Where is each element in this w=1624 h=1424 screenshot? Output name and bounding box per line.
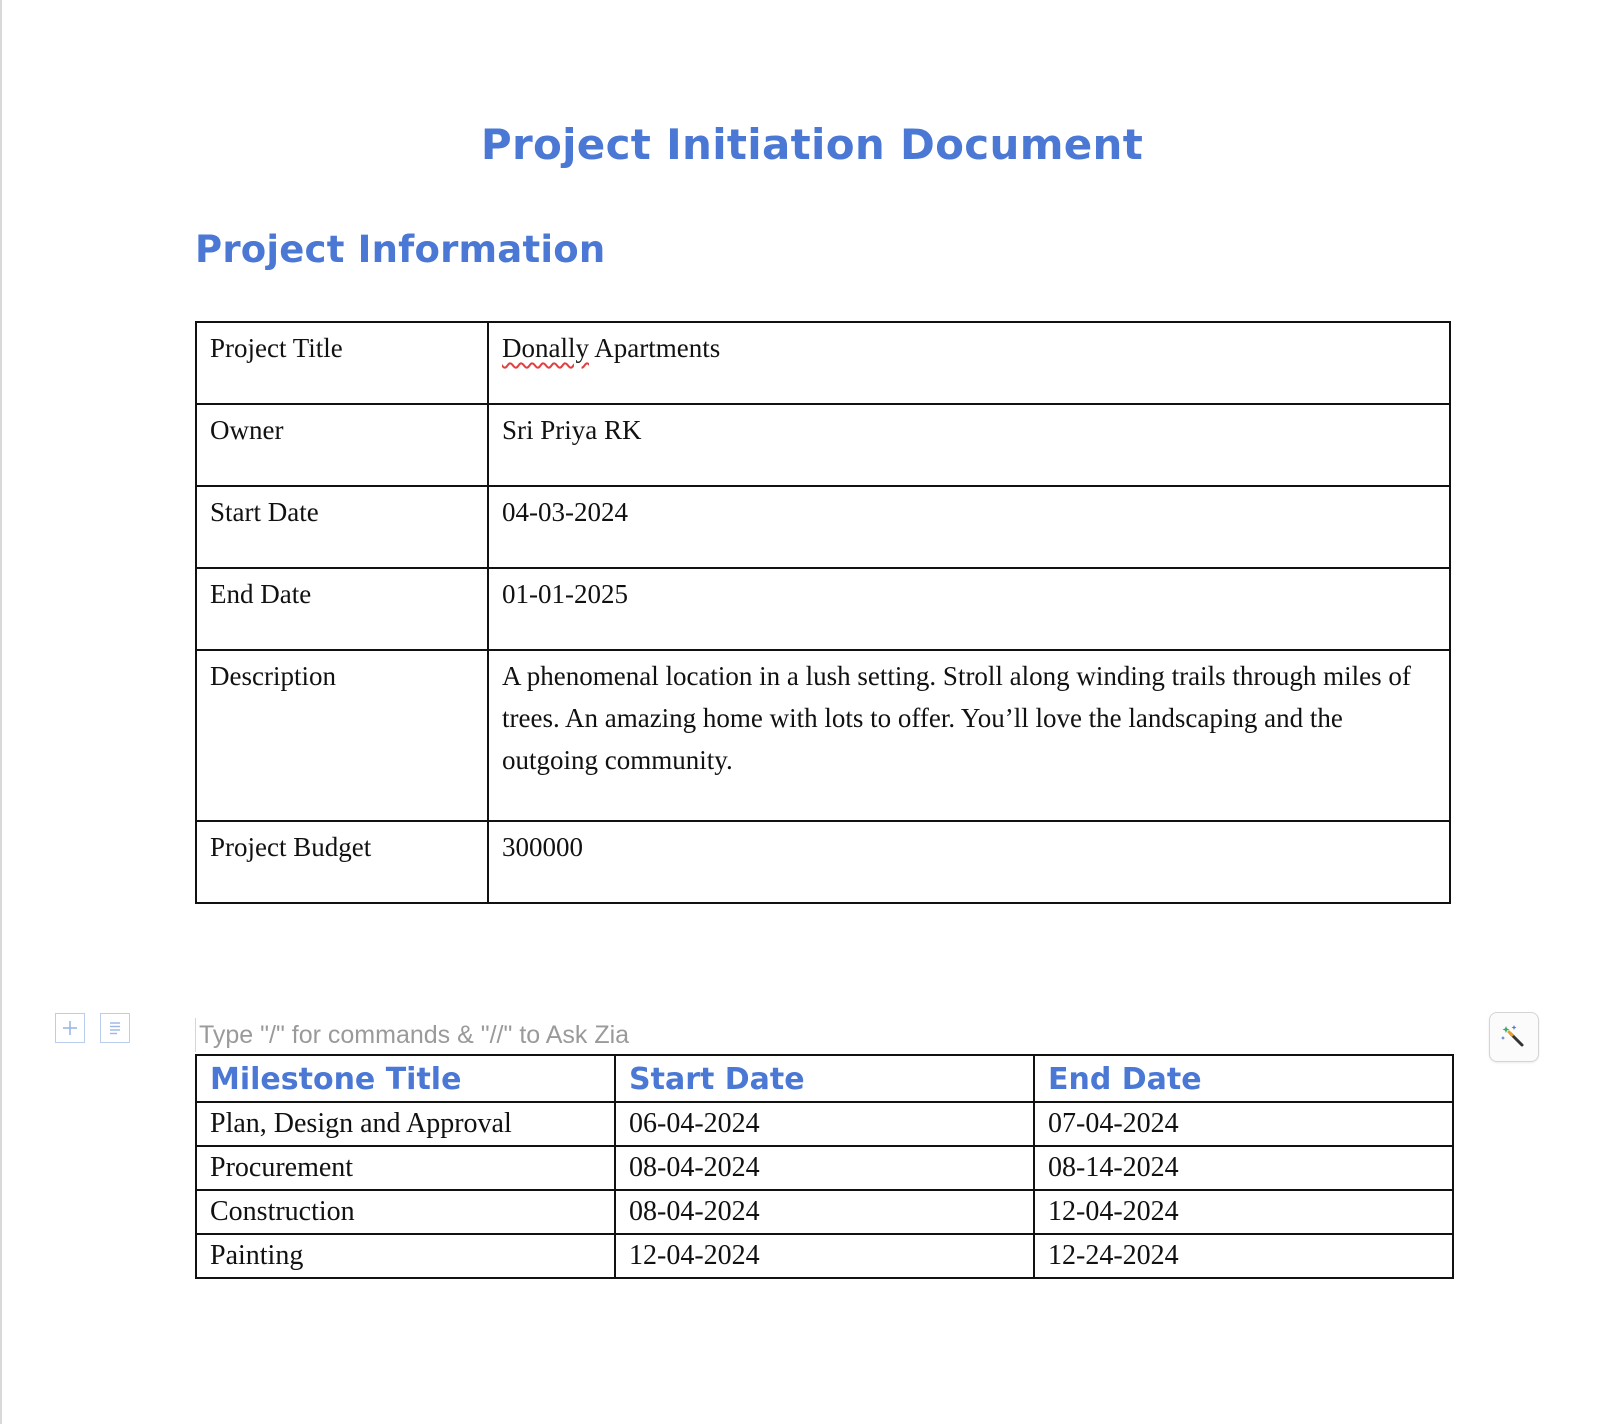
column-header-end-date[interactable]: End Date: [1034, 1055, 1453, 1102]
ask-zia-button[interactable]: [1489, 1012, 1539, 1062]
editor-placeholder[interactable]: Type "/" for commands & "//" to Ask Zia: [195, 1018, 629, 1052]
table-row: [196, 1102, 1453, 1146]
page-left-edge: [0, 0, 2, 1424]
milestone-title-cell[interactable]: Procurement: [196, 1146, 615, 1190]
column-header-start-date[interactable]: Start Date: [615, 1055, 1034, 1102]
document-title[interactable]: Project Initiation Document: [480, 120, 1144, 169]
milestones-table[interactable]: [195, 1054, 1454, 1279]
table-row: [196, 821, 1450, 903]
table-cell-label[interactable]: End Date: [196, 568, 488, 650]
add-block-button[interactable]: [55, 1013, 85, 1043]
milestone-end-cell[interactable]: 07-04-2024: [1034, 1102, 1453, 1146]
table-header-row: [196, 1055, 1453, 1102]
paragraph-format-icon: [105, 1018, 125, 1038]
table-row: [196, 568, 1450, 650]
table-row: [196, 1146, 1453, 1190]
table-cell-value[interactable]: [488, 322, 1450, 404]
table-cell-value[interactable]: A phenomenal location in a lush setting. Stroll along winding trails through miles of trees. An amazing home with lots to offer. You’ll love the landscaping and the outgoing community.: [488, 650, 1450, 821]
milestone-title-cell[interactable]: Painting: [196, 1234, 615, 1278]
milestone-title-cell[interactable]: Plan, Design and Approval: [196, 1102, 615, 1146]
milestone-start-cell[interactable]: 08-04-2024: [615, 1190, 1034, 1234]
table-row: [196, 1234, 1453, 1278]
milestone-start-cell[interactable]: 08-04-2024: [615, 1146, 1034, 1190]
spellcheck-flagged-word[interactable]: Donally: [502, 333, 589, 363]
project-info-table[interactable]: [195, 321, 1451, 904]
table-cell-value[interactable]: Sri Priya RK: [488, 404, 1450, 486]
table-cell-value[interactable]: 01-01-2025: [488, 568, 1450, 650]
table-cell-label[interactable]: Project Title: [196, 322, 488, 404]
table-row: [196, 322, 1450, 404]
table-cell-value-text: Apartments: [589, 333, 721, 363]
column-header-milestone-title[interactable]: Milestone Title: [196, 1055, 615, 1102]
table-row: [196, 404, 1450, 486]
table-cell-label[interactable]: Owner: [196, 404, 488, 486]
milestone-end-cell[interactable]: 12-24-2024: [1034, 1234, 1453, 1278]
table-cell-label[interactable]: Project Budget: [196, 821, 488, 903]
table-row: [196, 1190, 1453, 1234]
milestone-end-cell[interactable]: 12-04-2024: [1034, 1190, 1453, 1234]
table-cell-label[interactable]: Description: [196, 650, 488, 821]
table-row: [196, 650, 1450, 821]
section-heading-project-information[interactable]: Project Information: [195, 228, 606, 271]
milestone-title-cell[interactable]: Construction: [196, 1190, 615, 1234]
table-cell-value[interactable]: 300000: [488, 821, 1450, 903]
paragraph-format-button[interactable]: [100, 1013, 130, 1043]
milestone-start-cell[interactable]: 12-04-2024: [615, 1234, 1034, 1278]
milestone-start-cell[interactable]: 06-04-2024: [615, 1102, 1034, 1146]
table-cell-value[interactable]: 04-03-2024: [488, 486, 1450, 568]
plus-icon: [60, 1018, 80, 1038]
milestone-end-cell[interactable]: 08-14-2024: [1034, 1146, 1453, 1190]
table-cell-label[interactable]: Start Date: [196, 486, 488, 568]
magic-wand-icon: [1500, 1023, 1528, 1051]
table-row: [196, 486, 1450, 568]
